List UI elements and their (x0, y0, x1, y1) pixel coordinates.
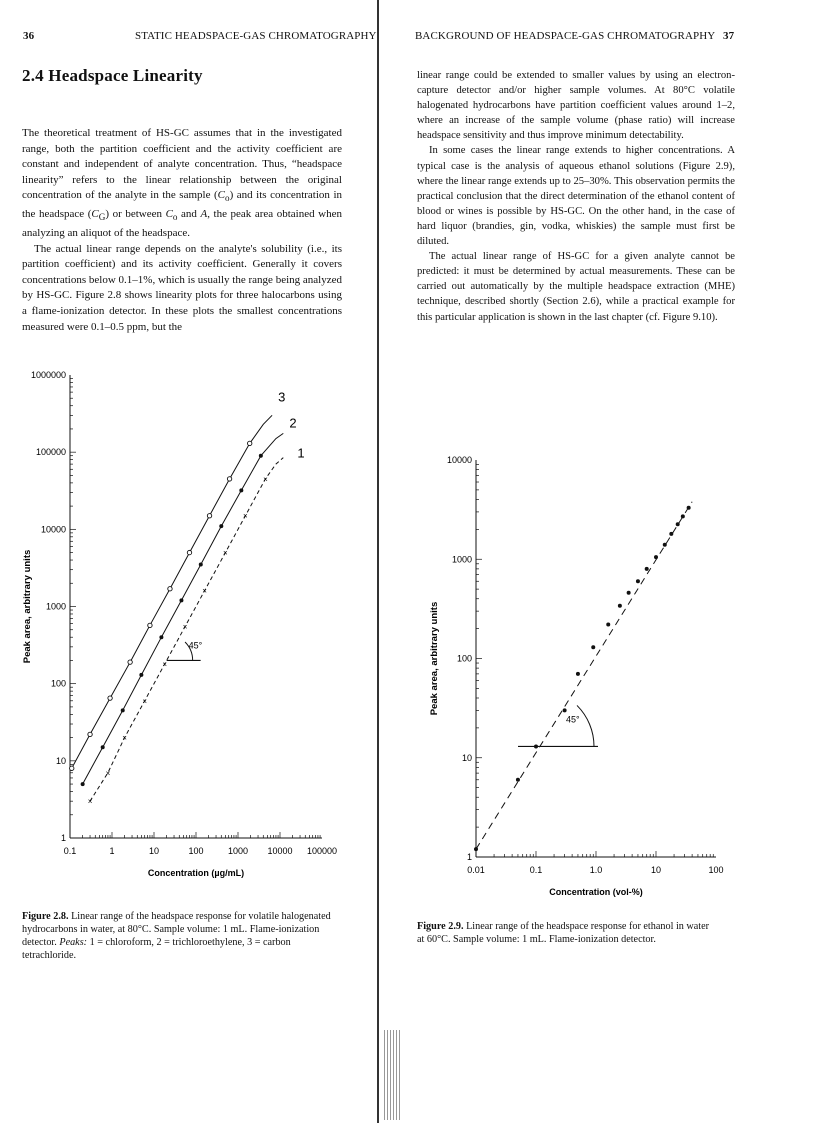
data-point-dot (199, 563, 203, 567)
data-point-dot (139, 673, 143, 677)
section-heading: 2.4 Headspace Linearity (22, 66, 203, 85)
data-point-dot (563, 708, 567, 712)
running-head: STATIC HEADSPACE-GAS CHROMATOGRAPHY (135, 30, 377, 42)
right-page (380, 0, 816, 1123)
data-point-dot (618, 604, 622, 608)
data-point-x: × (87, 797, 93, 807)
y-tick-label: 1000000 (30, 370, 66, 380)
angle-label: 45° (566, 714, 580, 725)
figure-2-8-chart (0, 363, 378, 923)
x-tick-label: 0.01 (467, 865, 485, 875)
y-tick-label: 1 (60, 833, 66, 843)
data-point-dot (627, 591, 631, 595)
data-point-dot (687, 506, 691, 510)
data-point-dot (645, 567, 649, 571)
data-point-dot (591, 645, 595, 649)
data-point-circle (88, 732, 92, 736)
series-label-1: 1 (297, 445, 305, 461)
data-point-circle (207, 514, 211, 518)
x-tick-label: 1.0 (589, 865, 603, 875)
x-tick-label: 10000 (267, 846, 293, 856)
data-point-circle (128, 660, 132, 664)
data-point-x: × (182, 622, 188, 632)
x-tick-label: 10 (650, 865, 662, 875)
y-tick-label: 1 (466, 852, 472, 862)
data-point-dot (669, 532, 673, 536)
data-point-x: × (142, 696, 148, 706)
y-tick-label: 1000 (45, 601, 66, 612)
data-point-dot (516, 778, 520, 782)
data-point-dot (179, 598, 183, 602)
x-tick-label: 0.1 (63, 846, 77, 856)
paragraph: linear range could be extended to smaller values by using an electron-capture detector and/or higher sample volumes. At 80°C volatile halogenated hydrocarbons have partition coefficient values around 1–2, where an increase of the sample volume (phase ratio) will increase headspace sensitivity and thus improve minimum detectability. (417, 70, 735, 142)
series-label-3: 3 (278, 389, 286, 405)
figure-caption-text: Linear range of the headspace response for ethanol in water at 60°C. Sample volume: 1 mL. Flame-ionization detector. (417, 921, 710, 945)
data-point-dot (636, 579, 640, 583)
data-point-dot (606, 623, 610, 627)
y-axis-label: Peak area, arbitrary units (22, 549, 33, 664)
data-point-x: × (223, 548, 228, 558)
data-point-dot (676, 522, 680, 526)
y-tick-label: 1000 (451, 554, 472, 565)
y-tick-label: 10000 (446, 455, 472, 465)
data-point-dot (681, 514, 685, 518)
data-point-x: × (202, 586, 207, 596)
figure-caption-text: Linear range of the headspace response for volatile halogenated hydrocarbons in water, at 80°C. Sample volume: 1 mL. Flame-ionization detector. Peaks: 1 = chloroform, 2 = trichloroethylene, 3 = carbon tetrachloride. (22, 911, 331, 961)
y-axis-label: Peak area, arbitrary units (429, 601, 440, 716)
page-number: 36 (23, 30, 35, 42)
series-line-2 (83, 433, 284, 784)
paragraph: In some cases the linear range extends to higher concentrations. A typical case is the analysis of aqueous ethanol solutions (Figure 2.9), where the linear range extends up to 25–30%. This observation permits the practical conclusion that the direct determination of the ethanol content of blood or wines is possible by HS-GC. On the other hand, in the case of hard liquor (brandies, gin, vodka, whiskies) the sample must first be diluted. (417, 145, 735, 248)
y-tick-label: 10 (461, 752, 472, 763)
x-tick-label: 1 (109, 846, 115, 856)
data-point-dot (239, 488, 243, 492)
data-point-circle (227, 477, 231, 481)
paragraph: The actual linear range depends on the analyte's solubility (i.e., its partition coefficient) and its activity coefficient. Generally it covers concentrations below 0.1–1%, which is usually the range being analyzed by HS-GC. Figure 2.8 shows linearity plots for three halocarbons using a flame-ionization detector. In these plots the smallest concentrations measured were 0.1–0.5 ppm, but the (22, 242, 342, 333)
data-point-dot (576, 672, 580, 676)
y-tick-label: 100 (456, 653, 472, 664)
data-point-dot (159, 635, 163, 639)
data-point-dot (101, 745, 105, 749)
body-text (417, 68, 735, 325)
y-tick-label: 100 (50, 678, 66, 689)
data-point-dot (121, 708, 125, 712)
data-point-dot (81, 782, 85, 786)
running-head: BACKGROUND OF HEADSPACE-GAS CHROMATOGRAPHY (415, 30, 716, 42)
x-tick-label: 100 (708, 865, 724, 875)
y-tick-label: 100000 (35, 447, 66, 458)
data-point-x: × (122, 733, 127, 743)
data-point-dot (474, 847, 478, 851)
body-text (22, 126, 342, 335)
data-point-dot (259, 454, 263, 458)
x-tick-label: 100000 (306, 846, 338, 856)
data-point-circle (187, 550, 191, 554)
angle-label: 45° (188, 640, 203, 651)
data-point-circle (248, 441, 252, 445)
angle-arc (577, 705, 594, 746)
data-point-circle (70, 766, 74, 770)
data-point-dot (654, 555, 658, 559)
figure-caption (22, 910, 344, 962)
data-point-circle (108, 696, 112, 700)
data-point-x: × (243, 511, 248, 521)
x-tick-label: 0.1 (529, 865, 543, 875)
x-tick-label: 10 (148, 846, 160, 856)
figure-label: Figure 2.9. (417, 921, 464, 932)
data-point-x: × (105, 768, 111, 778)
figure-label: Figure 2.8. (22, 911, 69, 922)
x-axis-label: Concentration (vol-%) (549, 887, 643, 897)
left-page (0, 0, 378, 1123)
data-point-circle (148, 623, 152, 627)
x-tick-label: 100 (188, 846, 204, 856)
data-point-x: × (263, 474, 268, 484)
y-tick-label: 10 (55, 755, 66, 766)
data-point-dot (219, 524, 223, 528)
figure-caption (417, 920, 717, 946)
y-tick-label: 10000 (40, 524, 66, 535)
x-axis-label: Concentration (µg/mL) (147, 868, 245, 878)
page-number: 37 (723, 30, 735, 42)
x-tick-label: 1000 (227, 846, 249, 856)
data-point-circle (168, 587, 172, 591)
paragraph: The theoretical treatment of HS-GC assumes that in the investigated range, both the partition coefficient and the activity coefficient are constant and independent of analyte concentration. Thus, “headspace linearity” refers to the linear relationship between the original concentration of the analyte in the sample $(C_o)$ and its concentration in the headspace $(C_G)$ or between $C_o$ and A, the peak area obtained when analyzing an aliquot of the headspace. (22, 127, 343, 239)
data-point-dot (663, 543, 667, 547)
series-line-3 (72, 415, 272, 768)
series-label-2: 2 (289, 415, 297, 431)
paragraph: The actual linear range of HS-GC for a given analyte cannot be predicted: it must be determined by actual measurements. These can be carried out automatically by the multiple headspace extraction (MHE) technique, described shortly (Section 2.6), while a practical example for this particular application is shown in the last chapter (cf. Figure 9.10). (417, 251, 735, 323)
data-point-x: × (162, 659, 168, 669)
figure-2-9-chart (380, 440, 816, 910)
series-line-ethanol (476, 502, 692, 849)
